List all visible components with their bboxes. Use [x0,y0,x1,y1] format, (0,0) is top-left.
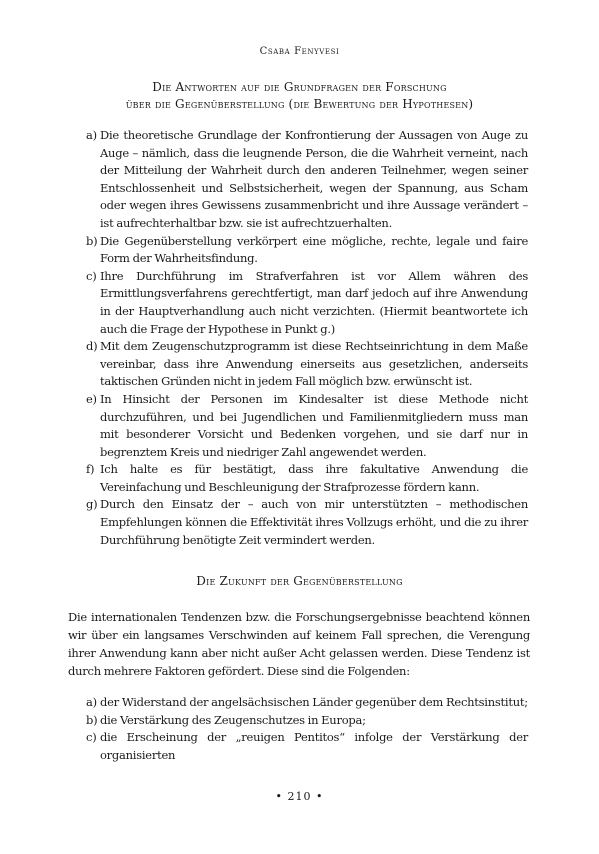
list-marker: b) [86,233,98,248]
list-item [88,729,528,764]
list-marker: f) [86,462,95,477]
list-item [88,694,528,712]
list-marker: a) [86,695,97,709]
list-item [88,268,528,338]
list-item-text: Ihre Durchführung im Strafverfahren ist vor Allem währen des Ermittlungsverfahrens gerechtfertigt, man darf jedoch auf ihre Anwendung in der Hauptverhandlung auch nicht verzichten. (Hiermit beantwortete ich auch die Frage der Hypothese in Punkt g.) [100,268,528,336]
hypothesis-answer-list [88,127,528,549]
list-marker: c) [86,268,97,283]
list-item [88,461,528,496]
list-item-text: die Erscheinung der „reuigen Pentitos“ infolge der Verstärkung der organisierten [100,730,528,762]
list-marker: d) [86,339,98,354]
list-marker: g) [86,497,98,512]
list-item-text: die Verstärkung des Zeugenschutzes in Europa; [100,712,366,727]
list-item [88,233,528,268]
list-marker: b) [86,712,98,727]
list-item-text: Durch den Einsatz der – auch von mir unterstützten – methodischen Empfehlungen können die Effektivität ihres Vollzugs erhöht, und die zu ihrer Durchführung benötigte Zeit vermindert werden. [100,497,528,547]
list-marker: e) [86,391,97,406]
list-item [88,338,528,391]
list-item-text: der Widerstand der angelsächsischen Länder gegenüber dem Rechtsinstitut; [100,695,528,709]
section-heading-future: Die Zukunft der Gegenüberstellung [196,574,403,588]
list-marker: a) [86,128,97,142]
list-marker: c) [86,730,97,745]
factor-list [88,694,528,764]
running-head: Csaba Fenyvesi [259,46,340,57]
list-item-text: Ich halte es für bestätigt, dass ihre fakultative Anwendung die Vereinfachung und Beschleunigung der Strafprozesse fördern kann. [100,462,528,494]
list-item-text: Die theoretische Grundlage der Konfrontierung der Aussagen von Auge zu Auge – nämlich, dass die leugnende Person, die die Wahrheit verneint, nach der Mitteilung der Wahrheit durch den anderen Teilnehmer, wegen seiner Entschlossenheit und Selbstsicherheit, wegen der Spannung, aus Scham oder wegen ihres Gewissens zusammenbricht und ihre Aussage verändert – ist aufrechterhaltbar bzw. sie ist aufrechtzuerhalten. [100,128,528,230]
list-item [88,127,528,233]
list-item-text: Mit dem Zeugenschutzprogramm ist diese Rechtseinrichtung in dem Maße vereinbar, dass ihre Anwendung einerseits aus gesetzlichen, anderseits taktischen Gründen nicht in jedem Fall möglich bzw. erwünscht ist. [100,339,528,389]
section-heading-line-1: Die Antworten auf die Grundfragen der Forschung [152,80,447,94]
page-number: • 210 • [275,790,324,803]
list-item [88,496,528,549]
body-paragraph: Die internationalen Tendenzen bzw. die Forschungsergebnisse beachtend können wir über ein langsames Verschwinden auf keinem Fall sprechen, die Verengung ihrer Anwendung kann aber nicht außer Acht gelassen werden. Diese Tendenz ist durch mehrere Faktoren gefördert. Diese sind die Folgenden: [68,610,530,678]
section-heading-answers [40,79,559,113]
list-item-text: Die Gegenüberstellung verkörpert eine mögliche, rechte, legale und faire Form der Wahrheitsfindung. [100,233,528,266]
list-item-text: In Hinsicht der Personen im Kindesalter ist diese Methode nicht durchzuführen, und bei Jugendlichen und Familienmitgliedern muss man mit besonderer Vorsicht und Bedenken vorgehen, und sie darf nur in begrenztem Kreis und niedriger Zahl angewendet werden. [100,391,528,459]
list-item [88,391,528,461]
section-heading-line-2: über die Gegenüberstellung (die Bewertung der Hypothesen) [125,97,474,111]
list-item [88,712,528,730]
